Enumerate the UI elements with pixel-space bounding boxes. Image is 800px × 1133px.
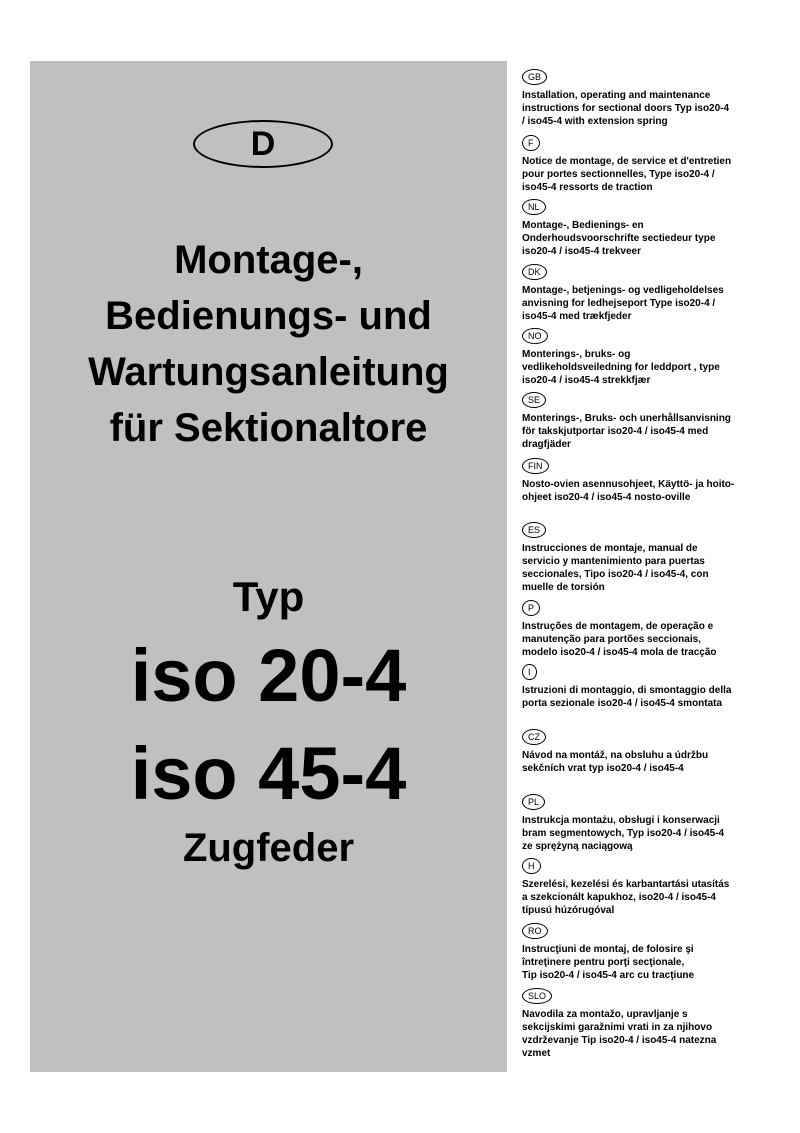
language-title-line: Notice de montage, de service et d'entretien xyxy=(522,156,732,167)
title-line: Wartungsanleitung xyxy=(88,350,449,394)
language-entry-es xyxy=(522,520,782,594)
language-title-line: ohjeet iso20-4 / iso45-4 nosto-oville xyxy=(522,492,691,503)
language-entry-no xyxy=(522,326,782,387)
language-title xyxy=(522,1008,782,1060)
language-title-line: iso20-4 / iso45-4 strekkfjær xyxy=(522,375,651,386)
language-title-line: Montage-, betjenings- og vedligeholdelses xyxy=(522,285,724,296)
model-iso-20-4: iso 20-4 xyxy=(130,634,407,717)
language-title-line: iso45-4 med trækfjeder xyxy=(522,311,632,322)
language-entry-gb xyxy=(522,67,782,128)
language-title xyxy=(522,348,782,387)
language-title-line: bram segmentowych, Typ iso20-4 / iso45-4 xyxy=(522,828,725,839)
language-title xyxy=(522,620,782,659)
language-title-line: dragfjäder xyxy=(522,439,571,450)
language-title-line: Monterings-, bruks- og xyxy=(522,349,631,360)
language-code-badge: ES xyxy=(522,522,546,538)
language-entry-h xyxy=(522,856,782,917)
language-title-line: vzdrževanje Tip iso20-4 / iso45-4 natezna xyxy=(522,1035,717,1046)
language-title-line: manutenção para portões seccionais, xyxy=(522,634,701,645)
language-title xyxy=(522,412,782,451)
language-title-line: Instrucţiuni de montaj, de folosire şi xyxy=(522,944,694,955)
language-entry-cz xyxy=(522,727,782,775)
language-code-badge: P xyxy=(522,600,540,616)
language-title-line: porta sezionale iso20-4 / iso45-4 smontata xyxy=(522,698,723,709)
language-title xyxy=(522,749,782,775)
language-title-line: iso45-4 ressorts de traction xyxy=(522,182,653,193)
language-entry-nl xyxy=(522,197,782,258)
language-title-line: întreţinere pentru porţi secţionale, xyxy=(522,957,685,968)
language-title-line: Istruzioni di montaggio, di smontaggio della xyxy=(522,685,732,696)
country-code-badge xyxy=(193,120,333,168)
language-title-line: instructions for sectional doors Typ iso20-4 xyxy=(522,103,730,114)
language-title-line: iso20-4 / iso45-4 trekveer xyxy=(522,246,641,257)
language-code-badge: NO xyxy=(522,328,548,344)
title-line: Montage-, xyxy=(174,238,363,282)
language-code-badge: RO xyxy=(522,923,548,939)
language-title xyxy=(522,89,782,128)
cover-panel xyxy=(30,61,507,1072)
language-title-line: Monterings-, Bruks- och unerhållsanvisning xyxy=(522,413,731,424)
language-title-line: anvisning for ledhejseport Type iso20-4 / xyxy=(522,298,716,309)
language-code-badge: F xyxy=(522,135,540,151)
language-title-line: för takskjutportar iso20-4 / iso45-4 med xyxy=(522,426,709,437)
language-title-line: Instrukcja montażu, obsługi i konserwacji xyxy=(522,815,720,826)
language-title-line: sekcijskimi garažnimi vrati in za njihovo xyxy=(522,1022,713,1033)
language-code-badge: FIN xyxy=(522,458,549,474)
language-title xyxy=(522,284,782,323)
language-entry-se xyxy=(522,390,782,451)
language-title-line: Nosto-ovien asennusohjeet, Käyttö- ja hoito- xyxy=(522,479,735,490)
language-title xyxy=(522,684,782,710)
language-title-line: Instrucciones de montaje, manual de xyxy=(522,543,698,554)
language-code-badge: SE xyxy=(522,392,546,408)
language-title xyxy=(522,943,782,982)
language-entry-i xyxy=(522,662,782,710)
language-code-badge: NL xyxy=(522,199,546,215)
title-line: Bedienungs- und xyxy=(105,294,432,338)
language-title-line: Installation, operating and maintenance xyxy=(522,90,711,101)
language-entry-slo xyxy=(522,986,782,1060)
language-title-line: Montage-, Bedienings- en xyxy=(522,220,644,231)
language-entry-ro xyxy=(522,921,782,982)
language-code-badge: GB xyxy=(522,69,547,85)
type-label: Typ xyxy=(232,573,305,620)
language-title-line: Szerelési, kezelési és karbantartási utasítás xyxy=(522,879,730,890)
language-code-badge: SLO xyxy=(522,988,552,1004)
language-code-badge: DK xyxy=(522,264,547,280)
title-line: für Sektionaltore xyxy=(109,406,428,450)
language-code-badge: I xyxy=(522,664,537,680)
language-title xyxy=(522,478,782,504)
language-title xyxy=(522,814,782,853)
language-title-line: típusú húzórugóval xyxy=(522,905,615,916)
language-title-line: Tip iso20-4 / iso45-4 arc cu tracţiune xyxy=(522,970,695,981)
language-title xyxy=(522,219,782,258)
language-title xyxy=(522,155,782,194)
language-title-line: vzmet xyxy=(522,1048,551,1059)
language-title-line: muelle de torsión xyxy=(522,582,605,593)
language-title xyxy=(522,878,782,917)
spring-type-label: Zugfeder xyxy=(182,826,355,870)
language-entry-dk xyxy=(522,262,782,323)
language-title-line: servicio y mantenimiento para puertas xyxy=(522,556,705,567)
language-title-line: sekčních vrat typ iso20-4 / iso45-4 xyxy=(522,763,684,774)
language-entry-fin xyxy=(522,456,782,504)
language-title-line: ze sprężyną naciągową xyxy=(522,841,633,852)
language-title-line: vedlikeholdsveiledning for leddport , type xyxy=(522,362,720,373)
language-code-badge: CZ xyxy=(522,729,546,745)
language-code-badge: PL xyxy=(522,794,545,810)
language-title-line: Návod na montáž, na obsluhu a údržbu xyxy=(522,750,709,761)
language-entry-pl xyxy=(522,792,782,853)
language-title-line: / iso45-4 with extension spring xyxy=(522,116,668,127)
language-entry-f xyxy=(522,133,782,194)
model-iso-45-4: iso 45-4 xyxy=(130,732,407,815)
language-title-line: Instruções de montagem, de operação e xyxy=(522,621,714,632)
language-title xyxy=(522,542,782,594)
language-code-badge: H xyxy=(522,858,541,874)
language-title-line: pour portes sectionnelles, Type iso20-4 / xyxy=(522,169,715,180)
main-title xyxy=(30,232,507,456)
language-title-line: Onderhoudsvoorschrifte sectiedeur type xyxy=(522,233,716,244)
language-title-line: modelo iso20-4 / iso45-4 mola de tracção xyxy=(522,647,717,658)
language-title-line: seccionales, Tipo iso20-4 / iso45-4, con xyxy=(522,569,709,580)
language-title-line: a szekcionált kapukhoz, iso20-4 / iso45-4 xyxy=(522,892,716,903)
language-entry-p xyxy=(522,598,782,659)
language-title-line: Navodila za montažo, upravljanje s xyxy=(522,1009,688,1020)
country-code: D xyxy=(250,124,276,163)
